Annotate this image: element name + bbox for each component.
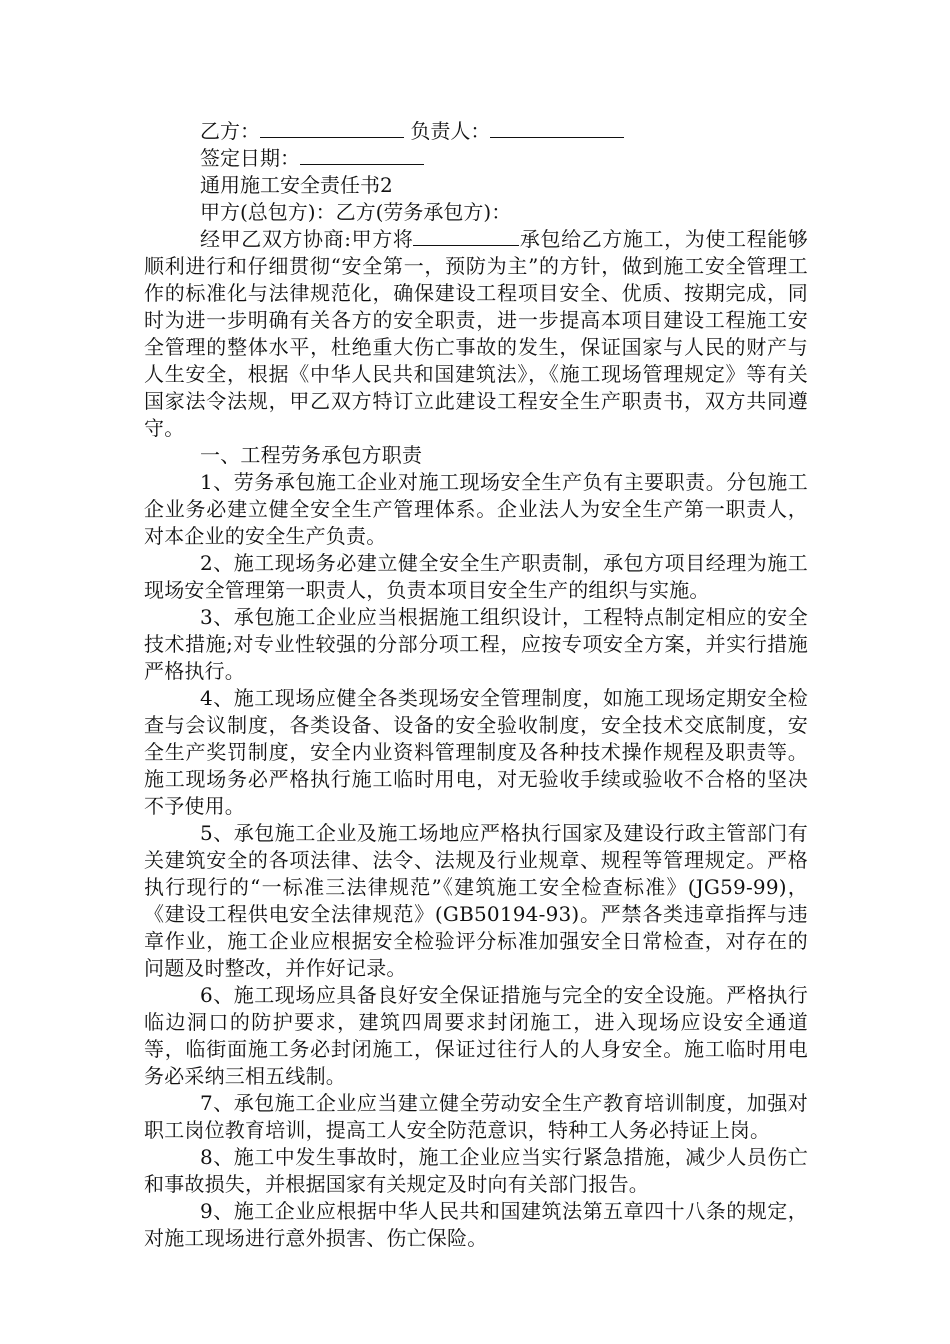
clause-8: 8、施工中发生事故时，施工企业应当实行紧急措施，减少人员伤亡和事故损失，并根据国家有关规定及时向有关部门报告。 (144, 1145, 808, 1196)
intro-body: 承包给乙方施工，为使工程能够顺利进行和仔细贯彻“安全第一，预防为主”的方针，做到施工安全管理工作的标准化与法律规范化，确保建设工程项目安全、优质、按期完成，同时为进一步明确有关各方的安全职责，进一步提高本项目建设工程施工安全管理的整体水平，杜绝重大伤亡事故的发生，保证国家与人民的财产与人生安全，根据《中华人民共和国建筑法》，《施工现场管理规定》等有关国家法令法规，甲乙双方特订立此建设工程安全生产职责书，双方共同遵守。 (144, 227, 808, 440)
signature-line (144, 118, 808, 145)
doc-title: 通用施工安全责任书2 (200, 173, 393, 197)
parties-line: 甲方(总包方)：乙方(劳务承包方)： (200, 200, 512, 224)
clause-3: 3、承包施工企业应当根据施工组织设计，工程特点制定相应的安全技术措施;对专业性较强的分部分项工程，应按专项安全方案，并实行措施严格执行。 (144, 605, 808, 683)
document-page (144, 118, 808, 1252)
clause-2: 2、施工现场务必建立健全安全生产职责制，承包方项目经理为施工现场安全管理第一职责人，负责本项目安全生产的组织与实施。 (144, 551, 808, 602)
sign-date-blank (300, 146, 424, 165)
intro-paragraph (144, 226, 808, 442)
project-blank (413, 227, 519, 246)
clause-9: 9、施工企业应根据中华人民共和国建筑法第五章四十八条的规定，对施工现场进行意外损害、伤亡保险。 (144, 1199, 808, 1250)
clause-1: 1、劳务承包施工企业对施工现场安全生产负有主要职责。分包施工企业务必建立健全安全生产管理体系。企业法人为安全生产第一职责人，对本企业的安全生产负责。 (144, 470, 808, 548)
manager-label: 负责人： (410, 119, 491, 143)
clause-5: 5、承包施工企业及施工场地应严格执行国家及建设行政主管部门有关建筑安全的各项法律、法令、法规及行业规章、规程等管理规定。严格执行现行的“一标准三法律规范”《建筑施工安全检查标准》(JG59-99)，《建设工程供电安全法律规范》(GB50194-93)。严禁各类违章指挥与违章作业，施工企业应根据安全检验评分标准加强安全日常检查，对存在的问题及时整改，并作好记录。 (144, 821, 808, 980)
sign-date-line (144, 145, 808, 172)
clause-4: 4、施工现场应健全各类现场安全管理制度，如施工现场定期安全检查与会议制度，各类设备、设备的安全验收制度，安全技术交底制度，安全生产奖罚制度，安全内业资料管理制度及各种技术操作规程及职责等。施工现场务必严格执行施工临时用电，对无验收手续或验收不合格的坚决不予使用。 (144, 686, 808, 818)
section-heading: 一、工程劳务承包方职责 (200, 443, 423, 467)
manager-blank (490, 119, 624, 138)
sign-date-label: 签定日期： (200, 146, 300, 170)
clause-7: 7、承包施工企业应当建立健全劳动安全生产教育培训制度，加强对职工岗位教育培训，提高工人安全防范意识，特种工人务必持证上岗。 (144, 1091, 808, 1142)
intro-prefix: 经甲乙双方协商:甲方将 (200, 227, 414, 251)
party-b-label: 乙方： (200, 119, 260, 143)
party-b-blank (260, 119, 404, 138)
clause-6: 6、施工现场应具备良好安全保证措施与完全的安全设施。严格执行临边洞口的防护要求，建筑四周要求封闭施工，进入现场应设安全通道等，临街面施工务必封闭施工，保证过往行人的人身安全。施工临时用电务必采纳三相五线制。 (144, 983, 808, 1088)
